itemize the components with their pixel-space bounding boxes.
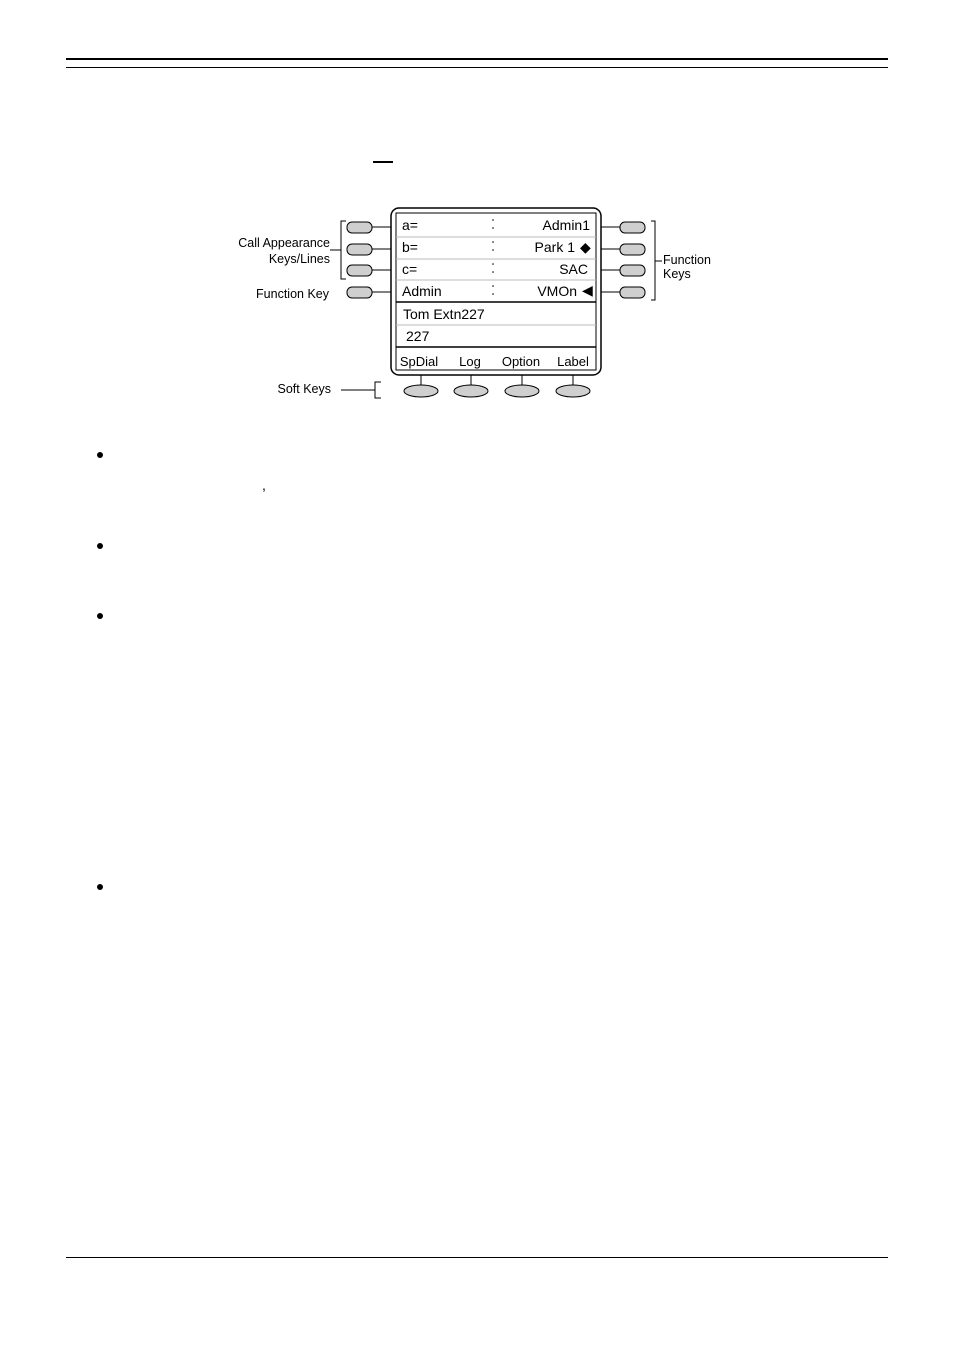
right-key-3[interactable] <box>600 265 645 276</box>
left-key-3[interactable] <box>347 265 392 276</box>
soft-key-label-log: Log <box>459 354 481 369</box>
soft-key-4[interactable] <box>556 375 590 397</box>
left-key-1[interactable] <box>347 222 392 233</box>
row-1-right: Admin1 <box>542 217 590 233</box>
row-4-right: VMOn <box>537 283 577 299</box>
soft-key-1[interactable] <box>404 375 438 397</box>
function-keys-label-line2: Keys <box>663 267 691 281</box>
stray-comma: , <box>262 477 266 493</box>
row-3-left: c= <box>402 261 418 277</box>
call-appearance-bracket <box>341 221 346 279</box>
row-2-left: b= <box>402 239 418 255</box>
row-2-right: Park 1 <box>534 239 575 255</box>
caller-name: Tom Extn227 <box>403 306 485 322</box>
bullet-point <box>97 452 103 458</box>
right-key-1[interactable] <box>600 222 645 233</box>
soft-key-label-option: Option <box>501 354 541 369</box>
function-keys-label-line1: Function <box>663 253 711 267</box>
left-key-2[interactable] <box>347 244 392 255</box>
right-key-2[interactable] <box>600 244 645 255</box>
soft-key-3[interactable] <box>505 375 539 397</box>
triangle-left-icon: ◀ <box>582 282 593 298</box>
row-4-left: Admin <box>402 283 442 299</box>
diamond-icon: ◆ <box>580 239 591 255</box>
soft-keys-label: Soft Keys <box>277 382 331 396</box>
footer-rule <box>66 1257 888 1258</box>
caller-number: 227 <box>406 328 430 344</box>
row-3-right: SAC <box>559 261 588 277</box>
row-1-left: a= <box>402 217 418 233</box>
soft-key-2[interactable] <box>454 375 488 397</box>
soft-key-label-label: Label <box>557 354 589 369</box>
function-key-label: Function Key <box>256 287 329 301</box>
bullet-point <box>97 543 103 549</box>
left-function-key[interactable] <box>347 287 392 298</box>
soft-key-label-spdial: SpDial <box>399 354 439 369</box>
phone-display-diagram <box>0 0 954 420</box>
soft-keys-bracket <box>375 382 381 398</box>
bullet-point <box>97 884 103 890</box>
bullet-point <box>97 613 103 619</box>
call-appearance-label-line2: Keys/Lines <box>268 252 330 266</box>
call-appearance-label-line1: Call Appearance <box>238 236 330 250</box>
right-key-4[interactable] <box>600 287 645 298</box>
function-keys-bracket <box>651 221 655 300</box>
